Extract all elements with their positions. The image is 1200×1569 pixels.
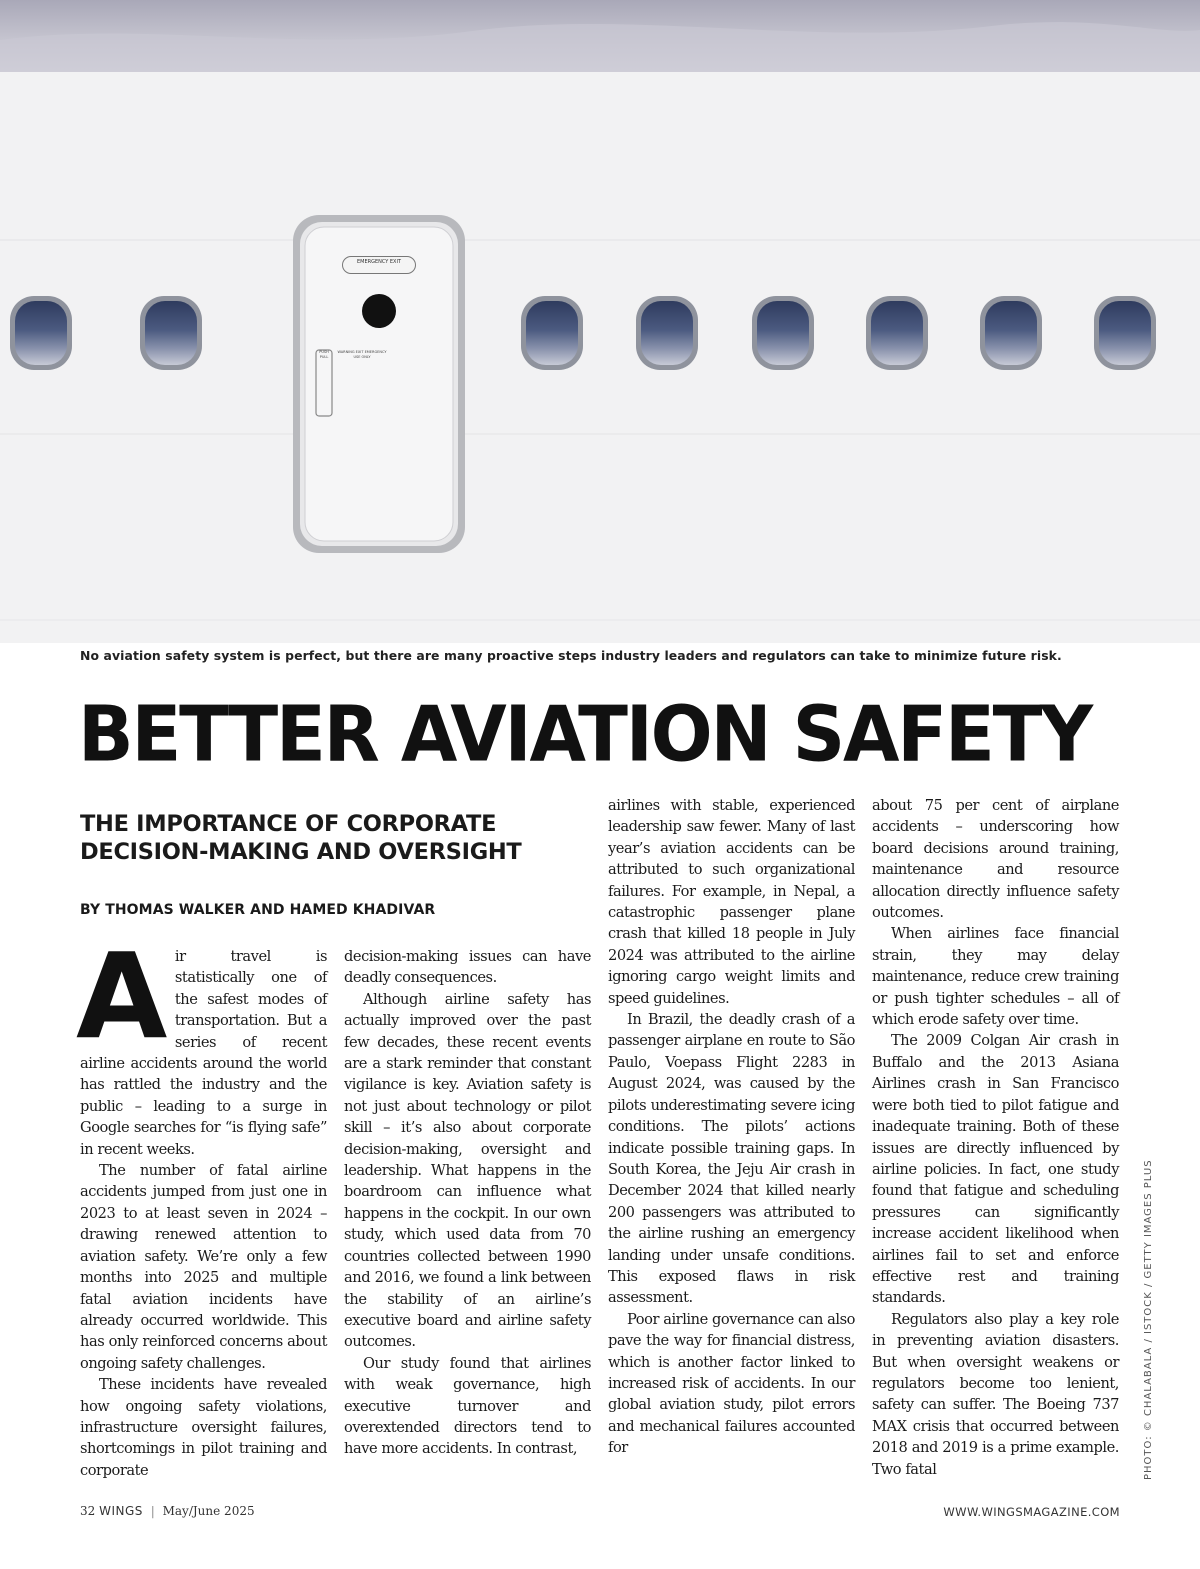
page-number: 32 xyxy=(80,1504,96,1518)
door-warning-placard: WARNING EXIT EMERGENCY USE ONLY xyxy=(337,350,387,359)
drop-cap: A xyxy=(76,927,167,1065)
paragraph: The 2009 Colgan Air crash in Buffalo and the 2013 Asiana Airlines crash in San Francisco were both tied to pilot fatigue and inadequate training. Both of these issues are directly influenced by airline policies. In fact, one study found that fatigue and scheduling pressures can significantly increase accident likelihood when airlines fail to set and enforce effective rest and training standards. xyxy=(872,1032,1119,1307)
magazine-name: WINGS xyxy=(99,1504,143,1518)
paragraph: In Brazil, the deadly crash of a passenger airplane en route to São Paulo, Voepass Flight 2283 in August 2024, was caused by the pilots underestimating severe icing conditions. The pilots’ actions indicate possible training gaps. In South Korea, the Jeju Air crash in December 2024 that killed nearly 200 passengers was attributed to the airline rushing an emergency landing under unsafe conditions. This exposed flaws in risk assessment. xyxy=(608,1011,855,1307)
page-footer-folio xyxy=(80,1504,255,1518)
paragraph: airlines with stable, experienced leadership saw fewer. Many of last year’s aviation accidents can be attributed to such organizational failures. For example, in Nepal, a catastrophic passenger plane crash that killed 18 people in July 2024 was attributed to the airline ignoring cargo weight limits and speed guidelines. xyxy=(608,797,855,1007)
photo-caption: No aviation safety system is perfect, but there are many proactive steps industry leaders and regulators can take to minimize future risk. xyxy=(80,648,1062,663)
article-deck: THE IMPORTANCE OF CORPORATE DECISION-MAKING AND OVERSIGHT xyxy=(80,811,522,865)
fuselage-illustration xyxy=(0,0,1200,643)
hero-photo xyxy=(0,0,1200,643)
emergency-exit-label: EMERGENCY EXIT xyxy=(342,256,416,274)
body-column-1 xyxy=(76,927,327,1486)
paragraph: The number of fatal airline accidents jumped from just one in 2023 to at least seven in 2024 – drawing renewed attention to aviation safety. We’re only a few months into 2025 and multiple fatal aviation incidents have already occurred worldwide. This has only reinforced concerns about ongoing safety challenges. xyxy=(80,1162,327,1372)
paragraph: These incidents have revealed how ongoing safety violations, infrastructure oversight failures, shortcomings in pilot training and corporate xyxy=(80,1376,327,1479)
issue-date: May/June 2025 xyxy=(162,1504,255,1518)
article-byline: BY THOMAS WALKER AND HAMED KHADIVAR xyxy=(80,902,436,918)
body-column-2 xyxy=(344,946,591,1486)
body-column-4 xyxy=(872,795,1119,1487)
paragraph: decision-making issues can have deadly consequences. xyxy=(344,948,591,987)
paragraph: about 75 per cent of airplane accidents – underscoring how board decisions around training, maintenance and resource allocation directly influence safety outcomes. xyxy=(872,797,1119,922)
website-url: WWW.WINGSMAGAZINE.COM xyxy=(943,1505,1120,1519)
door-handle-tags: PUSH PULL xyxy=(319,350,329,359)
paragraph: Regulators also play a key role in preventing aviation disasters. But when oversight weakens or regulators become too lenient, safety can suffer. The Boeing 737 MAX crisis that occurred between 2018 and 2019 is a prime example. Two fatal xyxy=(872,1310,1119,1478)
article-headline: BETTER AVIATION SAFETY xyxy=(78,690,1091,780)
paragraph: Although airline safety has actually improved over the past few decades, these recent events are a stark reminder that constant vigilance is key. Aviation safety is not just about technology or pilot skill – it’s also about corporate decision-making, oversight and leadership. What happens in the boardroom can influence what happens in the cockpit. In our own study, which used data from 70 countries collected between 1990 and 2016, we found a link between the stability of an airline’s executive board and airline safety outcomes. xyxy=(344,990,591,1351)
paragraph: Poor airline governance can also pave the way for financial distress, which is another factor linked to increased risk of accidents. In our global aviation study, pilot errors and mechanical failures accounted for xyxy=(608,1310,855,1457)
paragraph: Our study found that airlines with weak governance, high executive turnover and overextended directors tend to have more accidents. In contrast, xyxy=(344,1354,591,1458)
photo-credit: PHOTO: © CHALABALA / ISTOCK / GETTY IMAGES PLUS xyxy=(1143,1159,1154,1480)
body-column-3 xyxy=(608,795,855,1487)
footer-separator: | xyxy=(150,1504,155,1518)
paragraph: When airlines face financial strain, they may delay maintenance, reduce crew training or push tighter schedules – all of which erode safety over time. xyxy=(872,925,1119,1029)
paragraph: ir travel is statistically one of the safest modes of transportation. But a series of recent airline accidents around the world has rattled the industry and the public – leading to a surge in Google searches for “is flying safe” in recent weeks. xyxy=(80,948,327,1158)
